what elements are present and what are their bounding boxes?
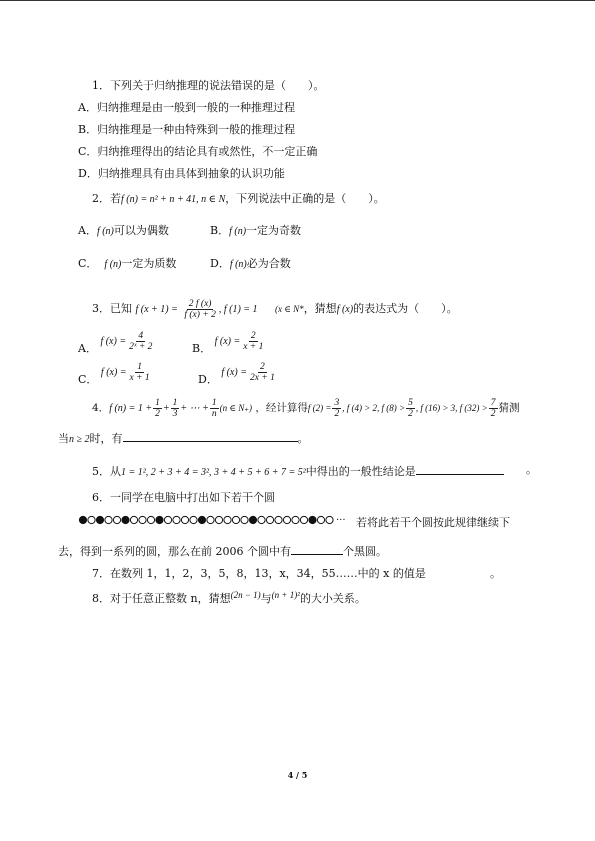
white-circle: [215, 516, 222, 523]
q5-answer-blank[interactable]: [416, 463, 504, 475]
q8-expr-1: (2n − 1): [230, 590, 261, 600]
q3-option-b-label: B．: [192, 342, 212, 355]
q4-expr-lhs: f (n) = 1 +: [109, 403, 153, 414]
q4-tail: 猜测: [498, 402, 520, 414]
q2-option-a-fn: f (n): [96, 226, 114, 237]
white-circle: [275, 516, 282, 523]
q6-circles: [79, 516, 333, 523]
q2-option-d-label: D．: [210, 257, 230, 270]
black-circle: [249, 516, 256, 523]
q3-option-c: [78, 360, 153, 385]
q4-frac-3: [210, 398, 219, 419]
q2-option-d: [210, 257, 291, 272]
q4-calc-frac-2-den: 2: [408, 408, 413, 419]
q4-domain: (n ∈ N₊): [219, 403, 253, 413]
q4-frac-2-den: 3: [172, 408, 178, 419]
q3-option-b-numerator: 2: [250, 330, 256, 341]
q4-calc-frac-2: [406, 398, 415, 419]
page-top-border: [0, 0, 595, 1]
q3-option-d-label: D．: [198, 373, 218, 386]
q8-stem: [92, 592, 366, 606]
q3-stem: [92, 298, 458, 321]
q4-calc-frac-1: [332, 398, 341, 419]
q3-tail: , f (1) = 1: [218, 304, 258, 315]
q4-calc-frac-1-den: 2: [334, 408, 340, 419]
q2-stem: [92, 192, 385, 207]
white-circle: [258, 516, 265, 523]
q2-condition: f (n) = n² + n + 41, n ∈ N: [121, 194, 226, 205]
q3-option-c-label: C．: [78, 373, 98, 386]
q2-option-c: [78, 257, 176, 272]
black-circle: [309, 516, 316, 523]
q3-option-c-numerator: 1: [137, 361, 142, 372]
q4-calc-3: , f (16) > 3, f (32) >: [415, 403, 488, 413]
black-circle: [198, 516, 205, 523]
white-circle: [181, 516, 188, 523]
q1-option-b: B．归纳推理是一种由特殊到一般的推理过程: [78, 123, 296, 136]
q3-option-d-fraction: [248, 362, 277, 383]
q2-option-d-fn: f (n): [229, 259, 247, 270]
white-circle: [224, 516, 231, 523]
q1-option-d: D．归纳推理具有由具体到抽象的认识功能: [78, 167, 285, 180]
q3-option-b-fraction: [241, 331, 265, 352]
q2-option-a: [78, 224, 169, 239]
q3-option-a-numerator: 4: [138, 330, 144, 341]
q3-option-d: [198, 360, 278, 385]
q1-stem: 1．下列关于归纳推理的说法错误的是（ ）。: [92, 79, 325, 92]
q3-option-d-numerator: 2: [260, 361, 265, 372]
q3-option-a-fraction: [127, 331, 154, 352]
q3-option-b-denominator: x + 1: [243, 341, 264, 352]
q2-option-b-fn: f (n): [229, 226, 247, 237]
q3-domain: (x ∈ N*: [275, 304, 304, 314]
q4-prefix: 4．: [92, 402, 110, 414]
white-circle: [130, 516, 137, 523]
q4-line2: [58, 430, 309, 447]
q3-option-d-lhs: f (x) =: [221, 367, 247, 378]
q3-option-a-lhs: f (x) =: [100, 336, 127, 347]
q6-line2-text: 去，得到一系列的圆，那么在前 2006 个圆中有: [58, 545, 291, 558]
q3-option-a-denominator: 2ˣ + 2: [129, 341, 153, 352]
q4-calc-frac-3-den: 2: [490, 408, 496, 419]
q2-option-c-fn: f (n): [104, 259, 122, 270]
q2-option-d-text: 必为合数: [246, 257, 291, 270]
q6-line2-end: 个黑圆。: [343, 545, 387, 558]
q2-option-a-label: A．: [78, 224, 97, 237]
q3-option-a-label: A．: [78, 342, 97, 355]
q4-calc-frac-3: [489, 398, 498, 419]
q3-prefix: 3．已知: [92, 302, 132, 315]
q2-option-b-text: 一定为奇数: [246, 224, 302, 237]
black-circle: [156, 516, 163, 523]
q1-option-a: A．归纳推理是由一般到一般的一种推理过程: [78, 101, 295, 114]
q4-calc-2: , f (4) > 2, f (8) >: [342, 403, 406, 413]
q5-prefix: 5．从: [92, 465, 121, 478]
q2-option-b-label: B．: [210, 224, 230, 237]
q4-frac-1: [153, 398, 162, 419]
white-circle: [190, 516, 197, 523]
q8-mid: 与: [260, 592, 272, 605]
q5-mid: 中得出的一般性结论是: [305, 465, 416, 478]
q6-line2: [58, 543, 387, 559]
q5-expression: 1 = 1², 2 + 3 + 4 = 3², 3 + 4 + 5 + 6 + 7 = 5²: [121, 467, 306, 478]
white-circle: [266, 516, 273, 523]
white-circle: [105, 516, 112, 523]
white-circle: [88, 516, 95, 523]
q2-option-c-label: C．: [78, 257, 98, 270]
q4-frac-1-den: 2: [155, 408, 160, 419]
q4-line2-end: 。: [297, 432, 309, 445]
q5-stem: [92, 463, 504, 480]
q4-frac-1-num: 1: [155, 397, 160, 408]
q4-stem: 4．f (n) = 1 + $\frac{1}{2}$ + $\frac{1}{3}$ + ⋯ + $\frac{1}{n}$ (n ∈ N₊) ，经计算得f (2) = $\frac{3}{2}$ , f (4) > 2, f (8) > $\frac{5}{2}$ , f (16) > 3, f (32) > $\frac{7}{2}$ 猜测: [92, 397, 520, 419]
white-circle: [207, 516, 214, 523]
q4-calc-1: f (2) =: [307, 403, 332, 413]
white-circle: [283, 516, 290, 523]
q3-fraction-numerator: 2 f (x): [188, 298, 212, 309]
q4-frac-2: [171, 398, 180, 419]
q3-option-c-lhs: f (x) =: [100, 367, 127, 378]
q2-suffix: ，下列说法中正确的是（ ）。: [225, 192, 385, 205]
white-circle: [173, 516, 180, 523]
q8-prefix: 8．对于任意正整数 n，猜想: [92, 592, 231, 605]
q4-frac-3-den: n: [211, 408, 217, 419]
q7-end: 。: [490, 567, 501, 580]
q8-suffix: 的大小关系。: [299, 592, 366, 605]
q4-calc-frac-2-num: 5: [408, 397, 413, 408]
q4-dots: + ⋯ +: [180, 403, 209, 414]
q3-option-a: [78, 329, 155, 354]
q8-expr-2: (n + 1)²: [271, 590, 300, 600]
white-circle: [300, 516, 307, 523]
q3-option-b: [192, 329, 266, 354]
q3-option-c-denominator: x + 1: [129, 372, 150, 383]
q3-lhs: f (x + 1) =: [135, 304, 178, 315]
q2-option-a-text: 可以为偶数: [113, 224, 169, 237]
q7-stem: 7．在数列 1，1，2，3，5，8，13，x，34，55……中的 x 的值是: [92, 567, 426, 580]
q4-mid: ，经计算得: [255, 402, 308, 414]
q3-option-b-lhs: f (x) =: [214, 336, 241, 347]
q4-line2-mid: 时，有: [89, 432, 123, 445]
q4-frac-3-num: 1: [211, 397, 217, 408]
white-circle: [139, 516, 146, 523]
q6-answer-blank[interactable]: [291, 543, 343, 555]
white-circle: [292, 516, 299, 523]
q4-answer-blank[interactable]: [123, 430, 298, 442]
black-circle: [122, 516, 129, 523]
q6-stem: 6．一同学在电脑中打出如下若干个圆: [92, 491, 275, 504]
q3-option-c-fraction: [128, 362, 152, 383]
q4-calc-frac-3-num: 7: [490, 397, 496, 408]
q3-mid: ，猜想: [303, 302, 337, 315]
q4-frac-2-num: 1: [172, 397, 178, 408]
q3-fraction-denominator: f (x) + 2: [184, 309, 216, 320]
black-circle: [79, 516, 86, 523]
page-number: 4 / 5: [287, 770, 308, 780]
q3-fx: f (x): [336, 304, 354, 315]
white-circle: [113, 516, 120, 523]
q2-prefix: 2．若: [92, 192, 121, 205]
q6-after-circles: 若将此若干个圆按此规律继续下: [356, 516, 510, 529]
q1-option-c: C．归纳推理得出的结论具有或然性，不一定正确: [78, 145, 318, 158]
q4-line2-prefix: 当: [58, 432, 69, 445]
white-circle: [232, 516, 239, 523]
q4-line2-condition: n ≥ 2: [69, 434, 90, 445]
q3-fraction: [182, 299, 217, 320]
q6-circles-dots: ···: [336, 515, 346, 526]
white-circle: [147, 516, 154, 523]
q3-suffix: 的表达式为（ ）。: [353, 302, 458, 315]
white-circle: [326, 516, 333, 523]
q2-option-b: [210, 224, 301, 239]
black-circle: [96, 516, 103, 523]
q3-option-d-denominator: 2x + 1: [249, 372, 275, 383]
q5-end: 。: [526, 463, 537, 476]
white-circle: [317, 516, 324, 523]
white-circle: [164, 516, 171, 523]
q6-circle-sequence: [78, 514, 348, 526]
white-circle: [241, 516, 248, 523]
q4-calc-frac-1-num: 3: [334, 397, 340, 408]
q2-option-c-text: 一定为质数: [121, 257, 177, 270]
